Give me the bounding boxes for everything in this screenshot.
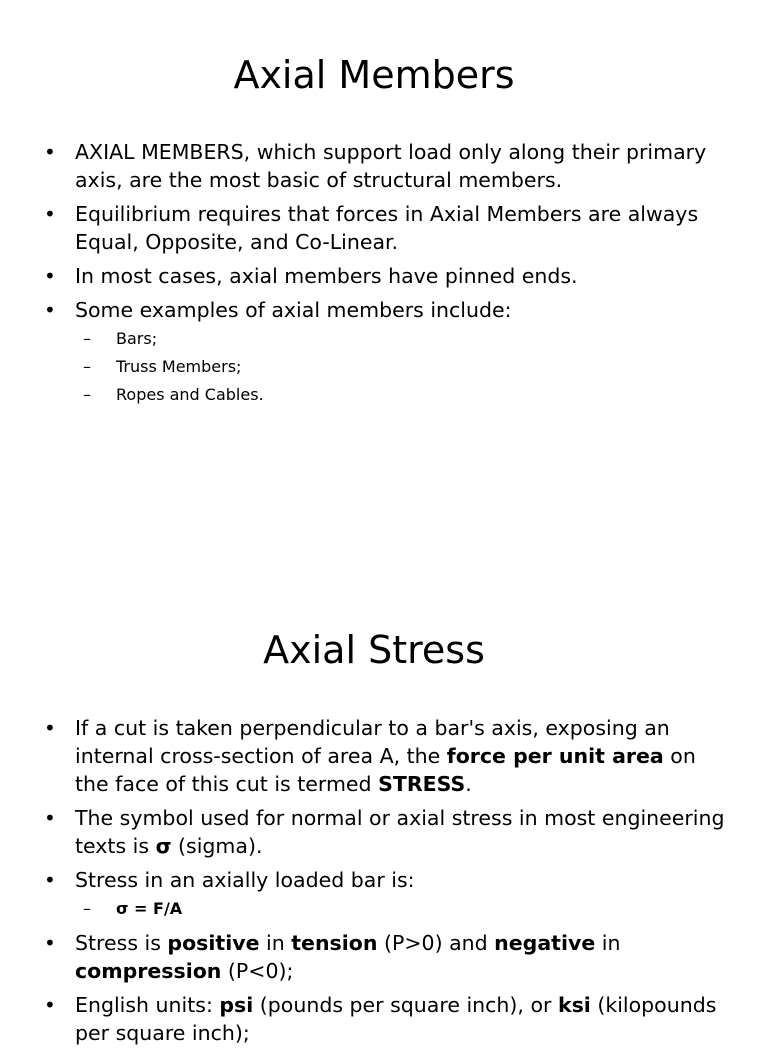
sub-bullet-item — [83, 353, 734, 381]
bullet-list — [44, 138, 734, 415]
text-run: Equilibrium requires that forces in Axial Members are always Equal, Opposite, and Co-Linear. — [75, 202, 699, 254]
text-run: AXIAL MEMBERS, which support load only along their primary axis, are the most basic of structural members. — [75, 140, 707, 192]
dash-icon: – — [83, 357, 91, 376]
text-run: Ropes and Cables. — [116, 385, 264, 404]
sub-bullet-list — [75, 325, 734, 409]
bullet-dot-icon: • — [44, 993, 56, 1017]
dash-icon: – — [83, 329, 91, 348]
bullet-dot-icon: • — [44, 868, 56, 892]
bullet-item — [44, 262, 734, 290]
bold-text: STRESS — [378, 772, 466, 796]
bullet-dot-icon: • — [44, 716, 56, 740]
bullet-item — [44, 200, 734, 256]
bullet-item — [44, 138, 734, 194]
bullet-item — [44, 714, 734, 798]
bullet-item — [44, 804, 734, 860]
bullet-text — [75, 806, 725, 858]
bold-text: tension — [291, 931, 378, 955]
bullet-text — [75, 931, 621, 983]
text-run: (P<0); — [221, 959, 294, 983]
slide-axial-stress — [0, 576, 768, 1045]
bullet-dot-icon: • — [44, 140, 56, 164]
sub-bullet-item — [83, 895, 734, 923]
bullet-text — [75, 716, 696, 796]
text-run: in — [259, 931, 292, 955]
text-run: Truss Members; — [116, 357, 242, 376]
slide-title: Axial Stress — [263, 628, 485, 672]
dash-icon: – — [83, 899, 91, 918]
bold-text: σ = F/A — [116, 899, 183, 918]
sub-bullet-text — [116, 329, 157, 348]
bullet-text — [75, 140, 706, 192]
text-run: The symbol used for normal or axial stress in most engineering texts is — [75, 806, 725, 858]
bold-text: compression — [75, 959, 222, 983]
text-run: (P>0) and — [377, 931, 495, 955]
text-run: Stress in an axially loaded bar is: — [75, 868, 415, 892]
text-run: Stress is — [75, 931, 168, 955]
bullet-text — [75, 202, 698, 254]
bullet-text — [75, 993, 716, 1045]
text-run: in — [595, 931, 621, 955]
text-run: Some examples of axial members include: — [75, 298, 512, 322]
sub-bullet-text — [116, 385, 264, 404]
text-run: . — [465, 772, 472, 796]
sub-bullet-text — [116, 357, 241, 376]
slide-title: Axial Members — [233, 53, 515, 97]
text-run: If a cut is taken perpendicular to a bar's axis, exposing an internal cross-section of area A, the — [75, 716, 670, 768]
bold-text: psi — [219, 993, 254, 1017]
text-run: Bars; — [116, 329, 158, 348]
bullet-item — [44, 866, 734, 923]
bold-text: force per unit area — [446, 744, 664, 768]
bullet-dot-icon: • — [44, 264, 56, 288]
sub-bullet-item — [83, 325, 734, 353]
bullet-list — [44, 714, 734, 1053]
bullet-text — [75, 264, 578, 288]
bullet-dot-icon: • — [44, 931, 56, 955]
bold-text: ksi — [557, 993, 591, 1017]
text-run: English units: — [75, 993, 220, 1017]
bullet-item — [44, 929, 734, 985]
bullet-dot-icon: • — [44, 298, 56, 322]
bullet-dot-icon: • — [44, 806, 56, 830]
bullet-item — [44, 296, 734, 409]
text-run: on the face of this cut is termed — [75, 744, 696, 796]
bullet-item — [44, 991, 734, 1047]
sub-bullet-item — [83, 381, 734, 409]
dash-icon: – — [83, 385, 91, 404]
sub-bullet-text — [116, 899, 182, 918]
text-run: In most cases, axial members have pinned ends. — [75, 264, 578, 288]
bold-text: negative — [494, 931, 596, 955]
bullet-text — [75, 868, 415, 892]
bold-text: positive — [167, 931, 260, 955]
bold-text: σ — [155, 834, 172, 858]
text-run: (sigma). — [171, 834, 263, 858]
sub-bullet-list — [75, 895, 734, 923]
bullet-dot-icon: • — [44, 202, 56, 226]
text-run: (kilopounds per square inch); — [75, 993, 717, 1045]
bullet-text — [75, 298, 512, 322]
text-run: (pounds per square inch), or — [253, 993, 558, 1017]
